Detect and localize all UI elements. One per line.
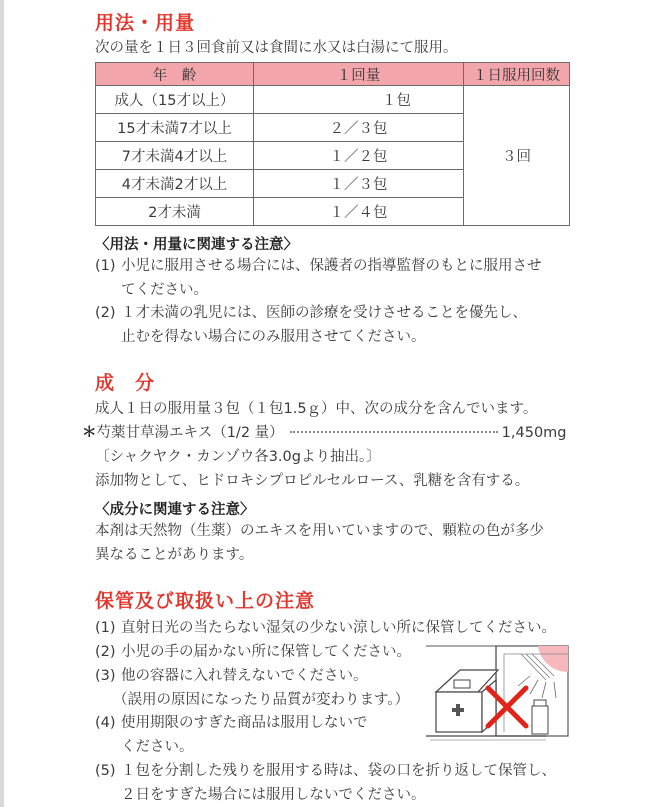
storage-2-line-1: 小児の手の届かない所に保管してください。 — [121, 644, 411, 660]
storage-1-num: (1) — [95, 620, 116, 636]
row-amount: １／４包 — [254, 198, 464, 226]
storage-heading: 保管及び取扱い上の注意 — [95, 590, 316, 612]
row-amount: １包 — [254, 86, 464, 114]
ingredient-amount: 1,450mg — [501, 425, 567, 441]
storage-3-line-2: （誤用の原因になったり品質が変わります。） — [113, 692, 410, 708]
ingredients-note-line-1: 本剤は天然物（生薬）のエキスを用いていますので、顆粒の色が多少 — [95, 523, 544, 539]
row-age: 15才未満7才以上 — [96, 114, 254, 142]
dosage-note-2-line-1: １才未満の乳児には、医師の診療を受けさせることを優先し、 — [121, 305, 527, 321]
dosage-note-1-line-1: 小児に服用させる場合には、保護者の指導監督のもとに服用させ — [121, 258, 542, 274]
dosage-heading: 用法・用量 — [95, 12, 196, 34]
header-amount: １回量 — [254, 63, 464, 86]
ingredient-row — [82, 425, 567, 442]
storage-3-line-1: 他の容器に入れ替えないでください。 — [121, 668, 368, 684]
ingredients-intro: 成人１日の服用量３包（１包1.5ｇ）中、次の成分を含んでいます。 — [95, 401, 538, 417]
storage-1-line-1: 直射日光の当たらない湿気の少ない涼しい所に保管してください。 — [121, 620, 556, 636]
row-age: 7才未満4才以上 — [96, 142, 254, 170]
storage-3-num: (3) — [95, 668, 116, 684]
row-amount: ２／３包 — [254, 114, 464, 142]
additives: 添加物として、ヒドロキシプロピルセルロース、乳糖を含有する。 — [95, 473, 530, 489]
dosage-table — [95, 62, 570, 226]
storage-5-line-2: ２日をすぎた場合には服用しないでください。 — [121, 787, 426, 803]
storage-2-num: (2) — [95, 644, 116, 660]
dosage-note-heading: 〈用法・用量に関連する注意〉 — [95, 237, 298, 253]
storage-5-line-1: １包を分割した残りを服用する時は、袋の口を折り返して保管し、 — [121, 763, 556, 779]
row-age: 2才未満 — [96, 198, 254, 226]
storage-4-num: (4) — [95, 715, 116, 731]
dosage-table-header — [96, 63, 570, 86]
storage-4-line-2: ください。 — [121, 739, 194, 755]
ingredient-name: 芍薬甘草湯エキス（1/2 量） — [96, 425, 284, 441]
table-row — [96, 86, 570, 114]
storage-warning-illustration — [426, 640, 571, 755]
leader-dots — [290, 431, 498, 433]
header-times: １日服用回数 — [464, 63, 570, 86]
dosage-intro: 次の量を１日３回食前又は食間に水又は白湯にて服用。 — [95, 40, 458, 56]
ingredients-note-line-2: 異なることがあります。 — [95, 547, 254, 563]
extract-note: 〔シャクヤク・カンゾウ各3.0gより抽出。〕 — [95, 449, 381, 465]
storage-4-line-1: 使用期限のすぎた商品は服用しないで — [121, 715, 368, 731]
bottle-icon — [532, 700, 548, 734]
dosage-note-2-num: (2) — [95, 305, 116, 321]
row-times: ３回 — [464, 86, 570, 226]
row-amount: １／２包 — [254, 142, 464, 170]
storage-5-num: (5) — [95, 763, 116, 779]
ingredients-note-heading: 〈成分に関連する注意〉 — [95, 502, 255, 518]
row-age: 4才未満2才以上 — [96, 170, 254, 198]
dosage-note-1-num: (1) — [95, 258, 116, 274]
asterisk-icon: ＊ — [82, 425, 97, 441]
dosage-note-1-line-2: てください。 — [121, 282, 208, 298]
page-edge — [0, 0, 4, 807]
header-age: 年 齢 — [96, 63, 254, 86]
dosage-note-2-line-2: 止むを得ない場合にのみ服用させてください。 — [121, 329, 426, 345]
ingredients-heading: 成 分 — [95, 372, 156, 394]
row-amount: １／３包 — [254, 170, 464, 198]
row-age: 成人（15才以上） — [96, 86, 254, 114]
